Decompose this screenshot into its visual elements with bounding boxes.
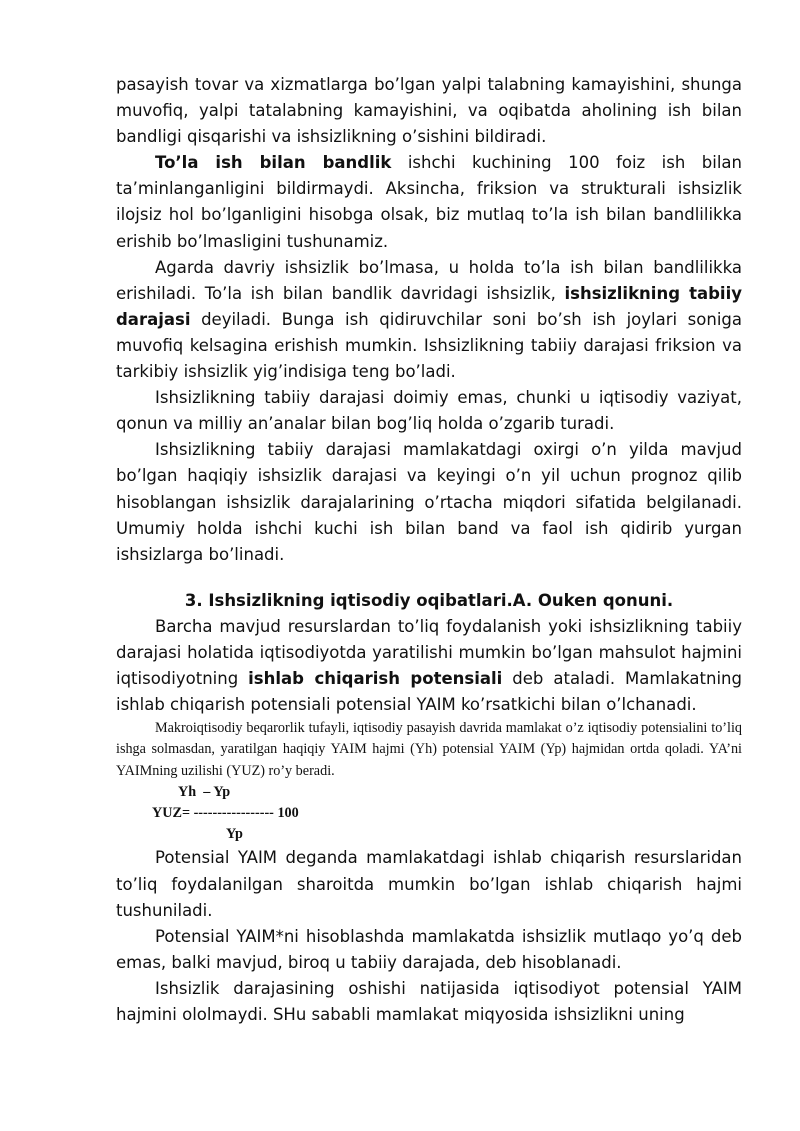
formula-numerator: Yh – Yp — [178, 783, 231, 800]
paragraph-9: Potensial YAIM*ni hisoblashda mamlakatda ishsizlik mutlaqo yo’q deb emas, balki mavjud, biroq u tabiiy darajada, deb hisoblanadi. — [116, 926, 742, 972]
term-natural-rate: ishsizlikning tabiiy darajasi — [116, 283, 743, 329]
paragraph-small-serif: Makroiqtisodiy beqarorlik tufayli, iqtisodiy pasayish davrida mamlakat o’z iqtisodiy potensialini to’liq ishga solmasdan, yaratilgan haqiqiy YAIM hajmi (Yh) potensial YAIM (Yp) hajmidan ortda qoladi. YA’ni YAIMning uzilishi (YUZ) ro’y beradi. — [116, 720, 742, 779]
gdp-gap-formula — [116, 782, 742, 846]
paragraph-3-rest: deyiladi. Bunga ish qidiruvchilar soni bo’sh ish joylari soniga muvofiq kelsagina erishish mumkin. Ishsizlikning tabiiy darajasi friksion va tarkibiy ishsizlik yig’indisiga teng bo’ladi. — [116, 309, 742, 382]
paragraph-5: Ishsizlikning tabiiy darajasi mamlakatdagi oxirgi o’n yilda mavjud bo’lgan haqiqiy ishsizlik darajasi va keyingi o’n yil uchun prognoz qilib hisoblangan ishsizlik darajalarining o’rtacha miqdori sifatida belgilanadi. Umumiy holda ishchi kuchi ish bilan band va faol ish qidirib yurgan ishsizlarga bo’linadi. — [116, 440, 742, 564]
paragraph-8: Potensial YAIM deganda mamlakatdagi ishlab chiqarish resurslaridan to’liq foydalanilgan sharoitda mumkin bo’lgan ishlab chiqarish hajmi tushuniladi. — [116, 848, 742, 920]
paragraph-natural-rate — [116, 255, 742, 385]
paragraph-6-start: Barcha mavjud resurslardan to’liq foydalanish yoki ishsizlikning tabiiy darajasi holatida iqtisodiyotda yaratilishi mumkin bo’lgan mahsulot hajmini iqtisodiyotning — [116, 616, 742, 689]
term-full-employment: To’la ish bilan bandlik — [155, 153, 392, 173]
paragraph-10: Ishsizlik darajasining oshishi natijasida iqtisodiyot potensial YAIM hajmini ololmaydi. SHu sababli mamlakat miqyosida ishsizlikni uning — [116, 978, 742, 1025]
paragraph-3-start: Agarda davriy ishsizlik bo’lmasa, u holda to’la ish bilan bandlilikka erishiladi. To’la ish bilan bandlik davridagi ishsizlik, — [116, 257, 742, 303]
term-production-potential: ishlab chiqarish potensiali — [248, 669, 503, 689]
paragraph-production-potential — [116, 614, 742, 718]
section-heading: 3. Ishsizlikning iqtisodiy oqibatlari.A. Ouken qonuni. — [184, 590, 674, 610]
paragraph-4: Ishsizlikning tabiiy darajasi doimiy emas, chunki u iqtisodiy vaziyat, qonun va milliy an’analar bilan bog’liq holda o’zgarib turadi. — [116, 388, 742, 434]
formula-line: YUZ= ----------------- 100 — [152, 805, 299, 822]
document-page — [116, 72, 742, 1028]
paragraph-6-rest: deb ataladi. Mamlakatning ishlab chiqarish potensiali potensial YAIM ko’rsatkichi bilan o’lchanadi. — [116, 669, 742, 715]
paragraph-1: pasayish tovar va xizmatlarga bo’lgan yalpi talabning kamayishini, shunga muvofiq, yalpi tatalabning kamayishini, va oqibatda aholining ish bilan bandligi qisqarishi va ishsizlikning o’sishini bildiradi. — [116, 75, 742, 147]
paragraph-2-text: ishchi kuchining 100 foiz ish bilan ta’minlanganligini bildirmaydi. Aksincha, friksion va strukturali ishsizlik ilojsiz hol bo’lganligini hisobga olsak, biz mutlaq to’la ish bilan bandlilikka erishib bo’lmasligini tushunamiz. — [116, 153, 742, 251]
paragraph-full-employment — [116, 150, 742, 254]
formula-denominator: Yp — [226, 826, 243, 843]
